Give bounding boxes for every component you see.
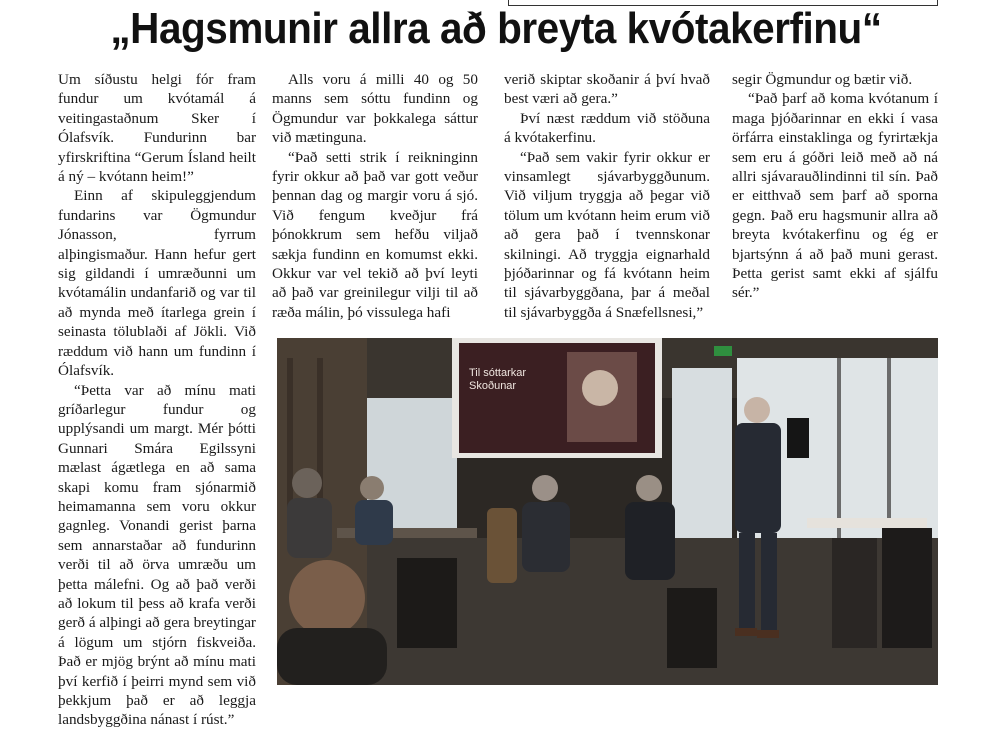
paragraph: “Þetta var að mínu mati gríðarlegur fundur og upplýsandi um margt. Mér þótti Gunnari Smára Egilssyni mælast ágætlega en að sama skapi komu fram sjónarmið heimamanna sem voru okkur gagnleg. Vonandi gerist þarna sem annarstaðar að fundurinn verði til að örva umræðu um þetta málefni. Og að það verði að lokum til þess að krafa verði gerð á alþingi að gera breytingar á lögum um stjórn fiskveiða. Það er mjög brýnt að mínu mati því kerfið í þeirri mynd sem við þekkjum það er að leggja landsbyggðina nánast í rúst.” [58,381,256,729]
article-column-1 [58,70,256,730]
paragraph: “Það þarf að koma kvótanum í maga þjóðarinnar en ekki í vasa örfárra einstaklinga og fyrirtækja sem eru á góðri leið með að ná allri sjávarauðlindinni til sín. Það er eitthvað sem þarf að sporna gegn. Það eru hagsmunir allra að breyta kvótakerfinu og ég er bjartsýnn á að það muni gerast. Þetta gerist samt ekki af sjálfu sér.” [732,90,938,302]
paragraph: segir Ögmundur og bætir við. [732,71,913,88]
paragraph: Því næst ræddum við stöðuna á kvótakerfinu. [504,109,710,147]
paragraph: Einn af skipuleggjendum fundarins var Ögmundur Jónasson, fyrrum alþingismaður. Hann hefur gert sig gildandi í umræðunni um kvótamálin undanfarið og var til að mynda með ítarlega grein í seinasta tölublaði af Jökli. Við ræddum við hann um fundinn í Ólafsvík. [58,187,256,380]
paragraph: verið skiptar skoðanir á því hvað best væri að gera.” [504,71,710,108]
paragraph: “Það sem vakir fyrir okkur er vinsamlegt sjávarbyggðunum. Við viljum tryggja að þegar við tölum um kvótann heim erum við að gera það í tvennskonar skilningi. Að tryggja eignarhald þjóðarinnar og fá kvótann heim til sjávarbyggðana, þar á meðal til sjávarbyggða á Snæfellsnesi,” [504,148,710,321]
article-column-4 [732,70,938,303]
paragraph: Alls voru á milli 40 og 50 manns sem sóttu fundinn og Ögmundur var þokkalega sáttur við mætinguna. [272,71,478,147]
headline: „Hagsmunir allra að breyta kvótakerfinu“ [110,4,882,53]
paragraph: “Það setti strik í reikninginn fyrir okkur að það var gott veður þennan dag og margir voru á sjó. Við fengum kveðjur frá þónokkrum sem hefðu viljað sækja fundinn en komumst ekki. Okkur var vel tekið að því leyti að það var greinilegur vilji til að ræða málin, þó vissulega hafi [272,148,478,321]
slide-title: Til sóttarkar Skoðunar [469,367,527,392]
article-column-2 [272,70,478,322]
meeting-photo-illustration [277,338,938,685]
paragraph: Um síðustu helgi fór fram fundur um kvótamál á veitingastaðnum Sker í Ólafsvík. Fundurinn bar yfirskriftina “Gerum Ísland heilt á ný – kvótann heim!” [58,71,256,186]
article-column-3 [504,70,710,322]
meeting-photo [277,338,938,685]
